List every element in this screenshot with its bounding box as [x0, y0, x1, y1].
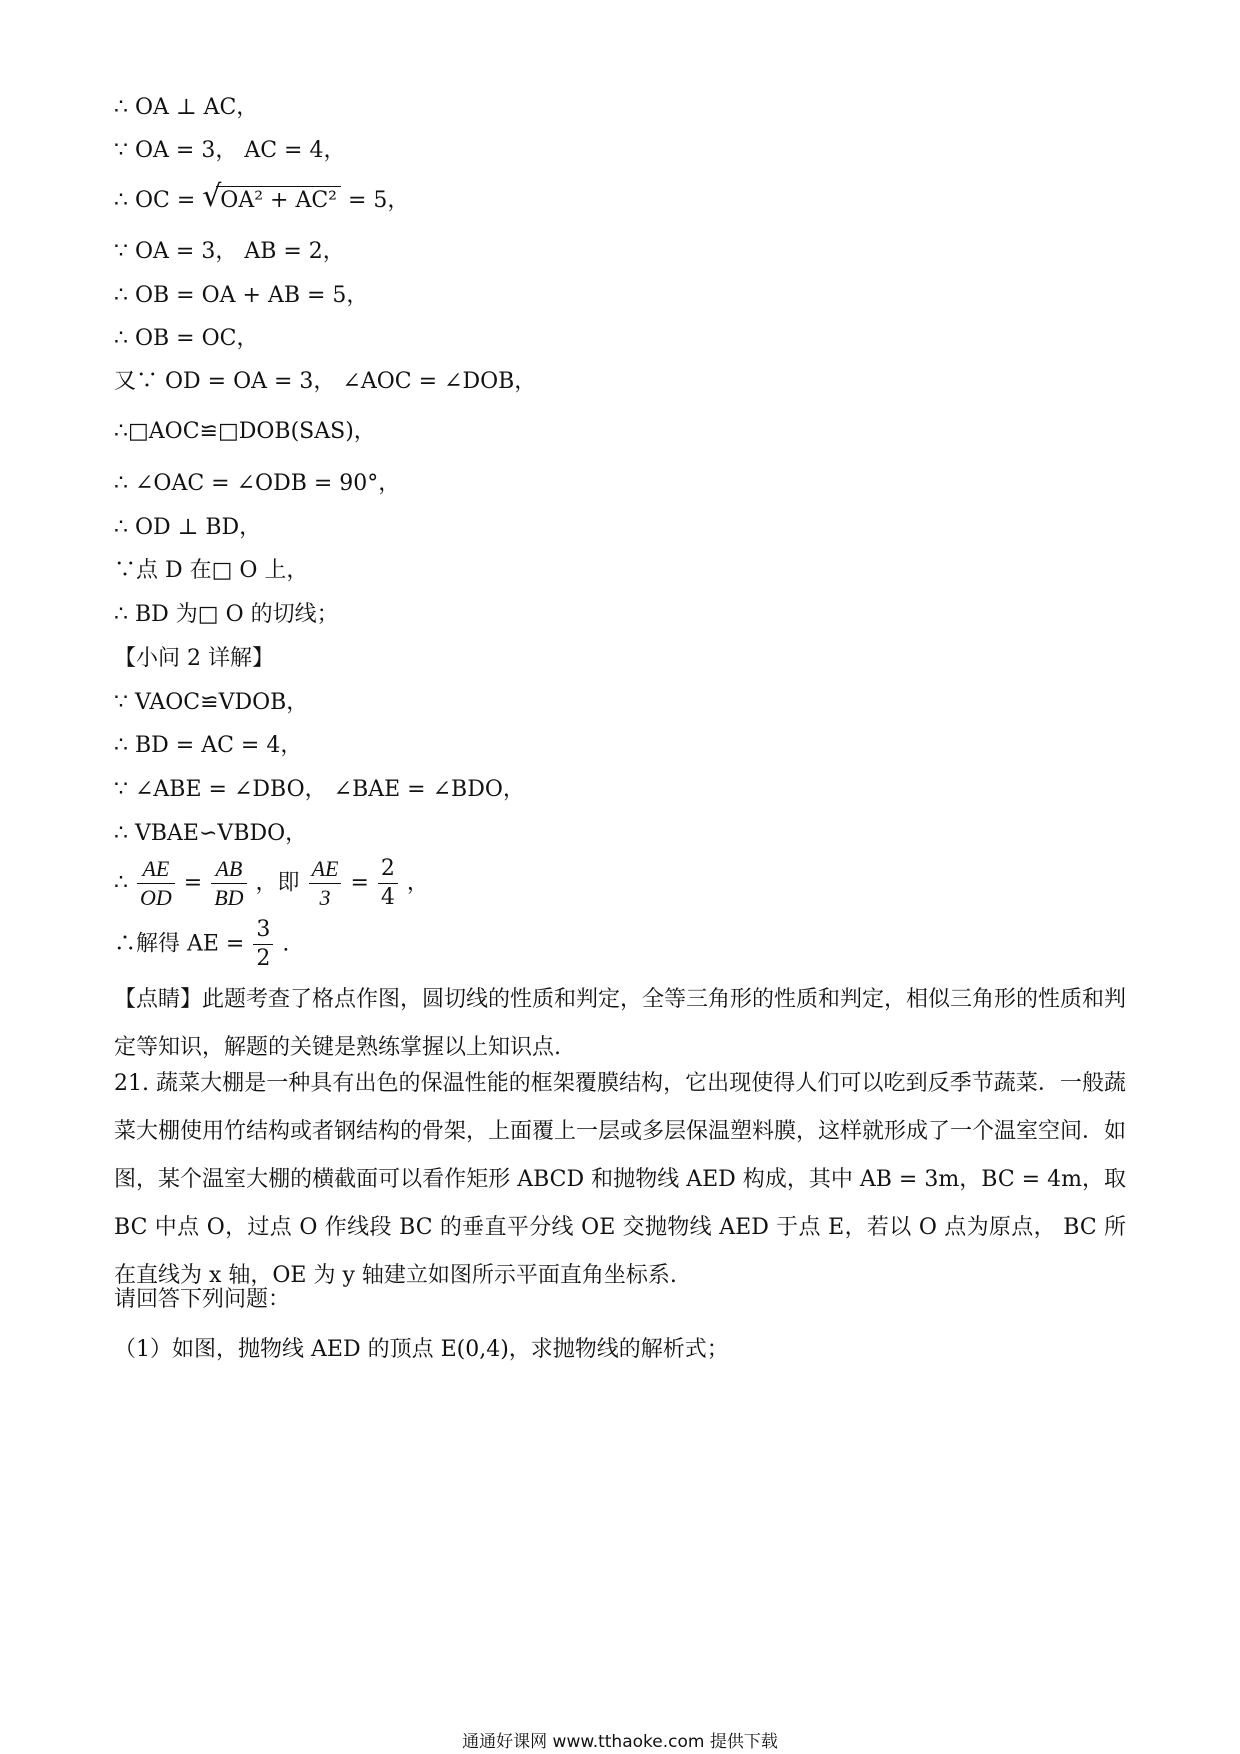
proof-line-15: ∵ ∠ABE = ∠DBO， ∠BAE = ∠BDO，: [114, 777, 525, 802]
fraction-numerator: AE: [309, 855, 342, 884]
proof-line-9: ∴ ∠OAC = ∠ODB = 90°，: [114, 471, 401, 496]
fraction-tail: ，: [406, 870, 429, 896]
equals-sign: =: [183, 870, 203, 896]
comment-paragraph: 【点睛】此题考查了格点作图，圆切线的性质和判定，全等三角形的性质和判定，相似三角形的性质和判定等知识，解题的关键是熟练掌握以上知识点.: [114, 987, 1127, 1060]
equals-sign: =: [350, 870, 369, 896]
fraction-denominator: 2: [256, 946, 271, 971]
fraction-prefix: ∴: [114, 870, 128, 896]
proof-line-12: ∴ BD 为□ O 的切线；: [114, 602, 339, 627]
fraction-denominator: 4: [380, 885, 395, 910]
fraction-3-2: [253, 916, 273, 973]
solve-tail: .: [282, 931, 290, 957]
sqrt-prefix: ∴ OC =: [114, 188, 203, 213]
page-footer: 通通好课网 www.tthaoke.com 提供下载: [462, 1732, 778, 1752]
fraction-numerator: 2: [378, 855, 398, 884]
proof-line-3: [114, 179, 410, 216]
question-1: （1）如图，抛物线 AED 的顶点 E(0,4)，求抛物线的解析式；: [114, 1337, 729, 1362]
proof-line-16: ∴ VBAE∽VBDO，: [114, 821, 308, 846]
prompt-line: 请回答下列问题：: [114, 1287, 291, 1312]
proof-line-10: ∴ OD ⊥ BD，: [114, 515, 262, 540]
fraction-denominator: 3: [319, 885, 331, 910]
fraction-ae-od: [137, 855, 175, 912]
fraction-numerator: AB: [211, 855, 246, 884]
solve-line: [114, 916, 289, 973]
sqrt-tail: = 5，: [340, 188, 410, 213]
fraction-numerator: 3: [253, 916, 273, 945]
fraction-denominator: BD: [214, 885, 244, 910]
proof-line-2: ∵ OA = 3， AC = 4，: [114, 138, 346, 163]
proof-line-4: ∵ OA = 3， AB = 2，: [114, 239, 345, 264]
proof-line-6: ∴ OB = OC，: [114, 326, 259, 351]
fraction-numerator: AE: [137, 855, 175, 884]
section-heading-q2: 【小问 2 详解】: [114, 646, 274, 671]
proof-line-1: ∴ OA ⊥ AC，: [114, 95, 259, 120]
proof-line-8: ∴□AOC≌□DOB(SAS)，: [114, 419, 376, 444]
problem-21-text: 21. 蔬菜大棚是一种具有出色的保温性能的框架覆膜结构，它出现使得人们可以吃到反季节蔬菜．一般蔬菜大棚使用竹结构或者钢结构的骨架，上面覆上一层或多层保温塑料膜，这样就形成了一个温室空间．如图，某个温室大棚的横截面可以看作矩形 ABCD 和抛物线 AED 构成，其中 AB = 3m，BC = 4m，取 BC 中点 O，过点 O 作线段 BC 的垂直平分线 OE 交抛物线 AED 于点 E，若以 O 点为原点， BC 所在直线为 x 轴，OE 为 y 轴建立如图所示平面直角坐标系.: [114, 1071, 1127, 1288]
sqrt-expression: √ OA² + AC²: [202, 186, 341, 216]
proof-line-7: 又∵ OD = OA = 3， ∠AOC = ∠DOB，: [114, 369, 537, 394]
proof-line-5: ∴ OB = OA + AB = 5，: [114, 283, 369, 308]
sqrt-radicand: OA² + AC²: [216, 186, 341, 215]
proof-line-13: ∵ VAOC≌VDOB，: [114, 690, 309, 715]
fraction-ab-bd: [211, 855, 246, 912]
fraction-denominator: OD: [140, 885, 172, 910]
solve-prefix: ∴解得 AE =: [114, 931, 245, 957]
proof-line-14: ∴ BD = AC = 4，: [114, 733, 303, 758]
proof-line-11: ∵点 D 在□ O 上，: [114, 558, 309, 583]
fraction-line: [114, 855, 429, 912]
fraction-mid-text: ，即: [255, 870, 300, 896]
fraction-2-4: [378, 855, 398, 912]
fraction-ae-3: [309, 855, 342, 912]
